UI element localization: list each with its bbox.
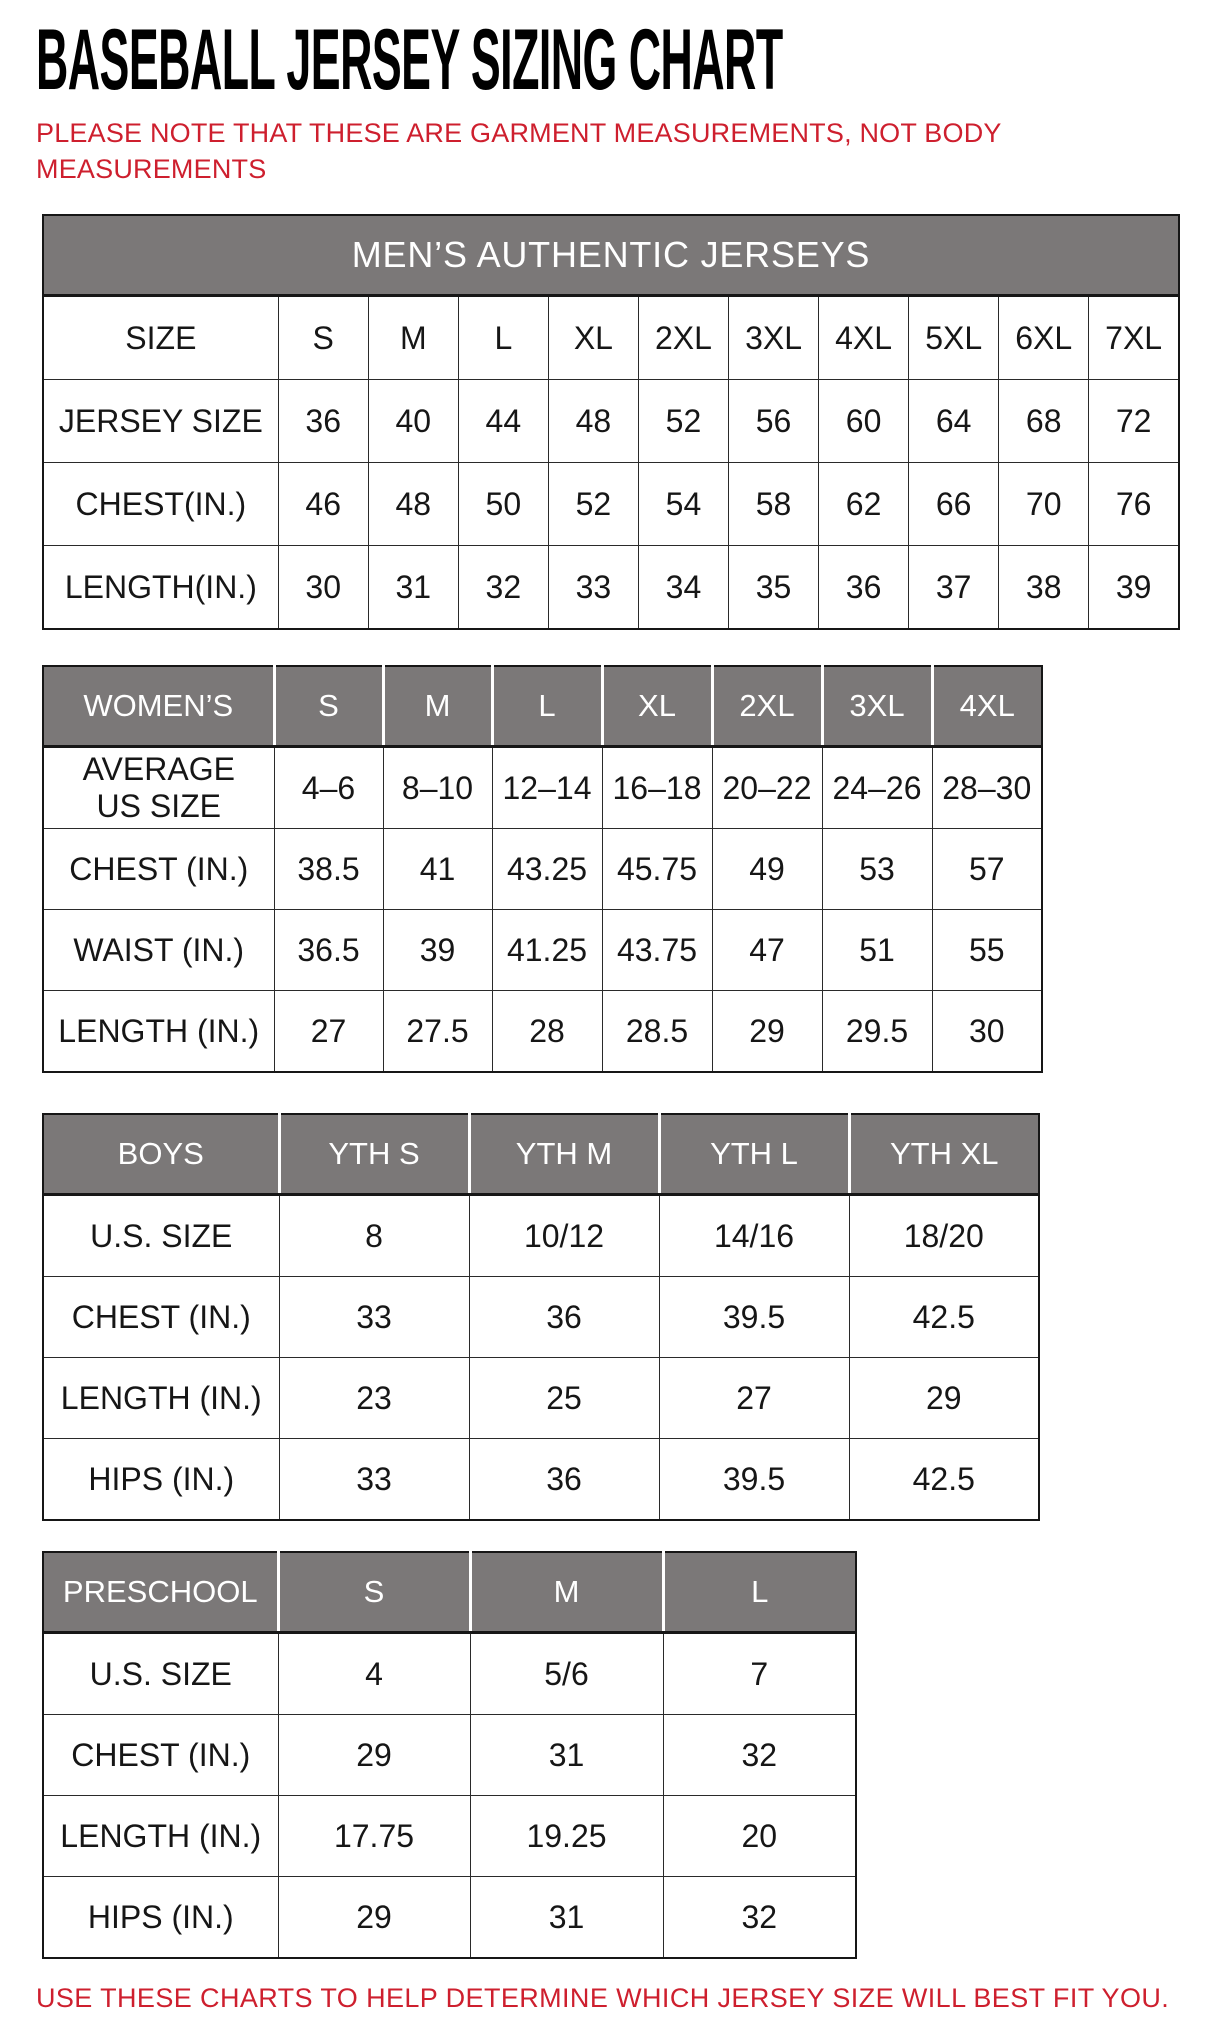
value-cell: 49 — [712, 829, 822, 910]
value-cell: 5XL — [909, 296, 999, 380]
value-cell: 48 — [368, 463, 458, 546]
womens-sizing-table — [42, 665, 1043, 1073]
value-cell: 5/6 — [470, 1633, 663, 1715]
value-cell: 32 — [663, 1715, 856, 1796]
table-row — [43, 991, 1042, 1073]
value-cell: 39.5 — [659, 1277, 849, 1358]
row-label-cell: CHEST (IN.) — [43, 829, 274, 910]
value-cell: 30 — [932, 991, 1042, 1073]
value-cell: 10/12 — [469, 1195, 659, 1277]
value-cell: L — [458, 296, 548, 380]
table-header-row — [43, 1114, 1039, 1195]
value-cell: 66 — [909, 463, 999, 546]
value-cell: 68 — [999, 380, 1089, 463]
value-cell: 60 — [819, 380, 909, 463]
value-cell: 7XL — [1089, 296, 1179, 380]
column-header-cell: 3XL — [822, 666, 932, 747]
table-row — [43, 463, 1179, 546]
column-header-cell: PRESCHOOL — [43, 1552, 278, 1633]
value-cell: 30 — [278, 546, 368, 630]
row-label-cell: HIPS (IN.) — [43, 1439, 279, 1521]
column-header-cell: YTH XL — [849, 1114, 1039, 1195]
value-cell: 25 — [469, 1358, 659, 1439]
value-cell: 29.5 — [822, 991, 932, 1073]
row-label-cell — [43, 747, 274, 829]
garment-note — [36, 116, 1220, 187]
value-cell: 17.75 — [278, 1796, 470, 1877]
value-cell: 76 — [1089, 463, 1179, 546]
column-header-cell: L — [663, 1552, 856, 1633]
column-header-cell: M — [470, 1552, 663, 1633]
value-cell: 55 — [932, 910, 1042, 991]
preschool-sizing-table — [42, 1551, 857, 1959]
mens-sizing-table — [42, 214, 1180, 630]
table-header-row — [43, 666, 1042, 747]
column-header-cell: 4XL — [932, 666, 1042, 747]
value-cell: 47 — [712, 910, 822, 991]
table-row — [43, 1358, 1039, 1439]
row-label-cell: LENGTH (IN.) — [43, 991, 274, 1073]
value-cell: 20–22 — [712, 747, 822, 829]
value-cell: 70 — [999, 463, 1089, 546]
column-header-cell: YTH M — [469, 1114, 659, 1195]
value-cell: 7 — [663, 1633, 856, 1715]
value-cell: 58 — [729, 463, 819, 546]
column-header-cell: 2XL — [712, 666, 822, 747]
value-cell: 53 — [822, 829, 932, 910]
table-row — [43, 829, 1042, 910]
row-label-cell: HIPS (IN.) — [43, 1877, 278, 1959]
value-cell: 28–30 — [932, 747, 1042, 829]
value-cell: 3XL — [729, 296, 819, 380]
value-cell: 41 — [383, 829, 492, 910]
row-label-cell: LENGTH (IN.) — [43, 1358, 279, 1439]
value-cell: 33 — [279, 1439, 469, 1521]
table-row — [43, 380, 1179, 463]
value-cell: 31 — [470, 1877, 663, 1959]
table-row — [43, 1277, 1039, 1358]
page-title — [36, 12, 1220, 108]
value-cell: S — [278, 296, 368, 380]
value-cell: 27 — [659, 1358, 849, 1439]
row-label-cell: SIZE — [43, 296, 278, 380]
value-cell: 39 — [1089, 546, 1179, 630]
value-cell: 42.5 — [849, 1277, 1039, 1358]
table-row — [43, 747, 1042, 829]
value-cell: 33 — [279, 1277, 469, 1358]
value-cell: 12–14 — [492, 747, 602, 829]
value-cell: 36 — [819, 546, 909, 630]
table-row — [43, 1633, 856, 1715]
row-label-cell: U.S. SIZE — [43, 1195, 279, 1277]
value-cell: 31 — [470, 1715, 663, 1796]
table-banner-row — [43, 215, 1179, 296]
value-cell: 31 — [368, 546, 458, 630]
page-title-text: BASEBALL JERSEY SIZING CHART — [36, 12, 783, 108]
value-cell: 35 — [729, 546, 819, 630]
value-cell: 36 — [469, 1439, 659, 1521]
value-cell: 54 — [638, 463, 728, 546]
value-cell: 40 — [368, 380, 458, 463]
value-cell: 16–18 — [602, 747, 712, 829]
boys-sizing-table — [42, 1113, 1040, 1521]
value-cell: 36 — [278, 380, 368, 463]
value-cell: 6XL — [999, 296, 1089, 380]
value-cell: 42.5 — [849, 1439, 1039, 1521]
value-cell: 32 — [663, 1877, 856, 1959]
value-cell: 33 — [548, 546, 638, 630]
value-cell: 46 — [278, 463, 368, 546]
row-label-cell: LENGTH(IN.) — [43, 546, 278, 630]
value-cell: 29 — [278, 1715, 470, 1796]
table-row — [43, 1195, 1039, 1277]
value-cell: 27.5 — [383, 991, 492, 1073]
value-cell: 14/16 — [659, 1195, 849, 1277]
value-cell: 27 — [274, 991, 383, 1073]
row-label-text: AVERAGE US SIZE — [82, 750, 235, 825]
value-cell: 29 — [849, 1358, 1039, 1439]
column-header-cell: XL — [602, 666, 712, 747]
value-cell: 64 — [909, 380, 999, 463]
value-cell: 36 — [469, 1277, 659, 1358]
value-cell: 38.5 — [274, 829, 383, 910]
value-cell: 72 — [1089, 380, 1179, 463]
value-cell: 50 — [458, 463, 548, 546]
value-cell: 34 — [638, 546, 728, 630]
value-cell: 28 — [492, 991, 602, 1073]
table-header-row — [43, 1552, 856, 1633]
value-cell: 2XL — [638, 296, 728, 380]
value-cell: 4–6 — [274, 747, 383, 829]
value-cell: 4 — [278, 1633, 470, 1715]
row-label-cell: CHEST (IN.) — [43, 1715, 278, 1796]
value-cell: 39 — [383, 910, 492, 991]
value-cell: 18/20 — [849, 1195, 1039, 1277]
value-cell: 29 — [278, 1877, 470, 1959]
value-cell: 8 — [279, 1195, 469, 1277]
value-cell: 29 — [712, 991, 822, 1073]
column-header-cell: YTH S — [279, 1114, 469, 1195]
value-cell: 23 — [279, 1358, 469, 1439]
value-cell: 43.75 — [602, 910, 712, 991]
value-cell: 39.5 — [659, 1439, 849, 1521]
value-cell: 41.25 — [492, 910, 602, 991]
value-cell: 56 — [729, 380, 819, 463]
value-cell: 51 — [822, 910, 932, 991]
value-cell: 20 — [663, 1796, 856, 1877]
value-cell: 28.5 — [602, 991, 712, 1073]
value-cell: M — [368, 296, 458, 380]
row-label-cell: JERSEY SIZE — [43, 380, 278, 463]
column-header-cell: L — [492, 666, 602, 747]
table-row — [43, 1439, 1039, 1521]
garment-note-line1: PLEASE NOTE THAT THESE ARE GARMENT MEASUREMENTS, NOT BODY — [36, 118, 1002, 148]
value-cell: 45.75 — [602, 829, 712, 910]
table-row — [43, 1877, 856, 1959]
value-cell: XL — [548, 296, 638, 380]
column-header-cell: M — [383, 666, 492, 747]
row-label-cell: LENGTH (IN.) — [43, 1796, 278, 1877]
garment-note-line2: MEASUREMENTS — [36, 153, 267, 184]
column-header-cell: WOMEN’S — [43, 666, 274, 747]
value-cell: 62 — [819, 463, 909, 546]
value-cell: 36.5 — [274, 910, 383, 991]
value-cell: 4XL — [819, 296, 909, 380]
column-header-cell: S — [278, 1552, 470, 1633]
mens-banner: MEN’S AUTHENTIC JERSEYS — [43, 215, 1179, 296]
value-cell: 8–10 — [383, 747, 492, 829]
value-cell: 38 — [999, 546, 1089, 630]
value-cell: 48 — [548, 380, 638, 463]
value-cell: 43.25 — [492, 829, 602, 910]
value-cell: 44 — [458, 380, 548, 463]
footer-note: USE THESE CHARTS TO HELP DETERMINE WHICH JERSEY SIZE WILL BEST FIT YOU. — [36, 1983, 1170, 2014]
table-row — [43, 296, 1179, 380]
value-cell: 57 — [932, 829, 1042, 910]
value-cell: 32 — [458, 546, 548, 630]
value-cell: 52 — [548, 463, 638, 546]
column-header-cell: BOYS — [43, 1114, 279, 1195]
table-row — [43, 1715, 856, 1796]
column-header-cell: S — [274, 666, 383, 747]
table-row — [43, 910, 1042, 991]
table-row — [43, 1796, 856, 1877]
value-cell: 37 — [909, 546, 999, 630]
row-label-cell: CHEST(IN.) — [43, 463, 278, 546]
value-cell: 19.25 — [470, 1796, 663, 1877]
row-label-cell: WAIST (IN.) — [43, 910, 274, 991]
value-cell: 24–26 — [822, 747, 932, 829]
row-label-cell: U.S. SIZE — [43, 1633, 278, 1715]
table-row — [43, 546, 1179, 630]
column-header-cell: YTH L — [659, 1114, 849, 1195]
value-cell: 52 — [638, 380, 728, 463]
row-label-cell: CHEST (IN.) — [43, 1277, 279, 1358]
